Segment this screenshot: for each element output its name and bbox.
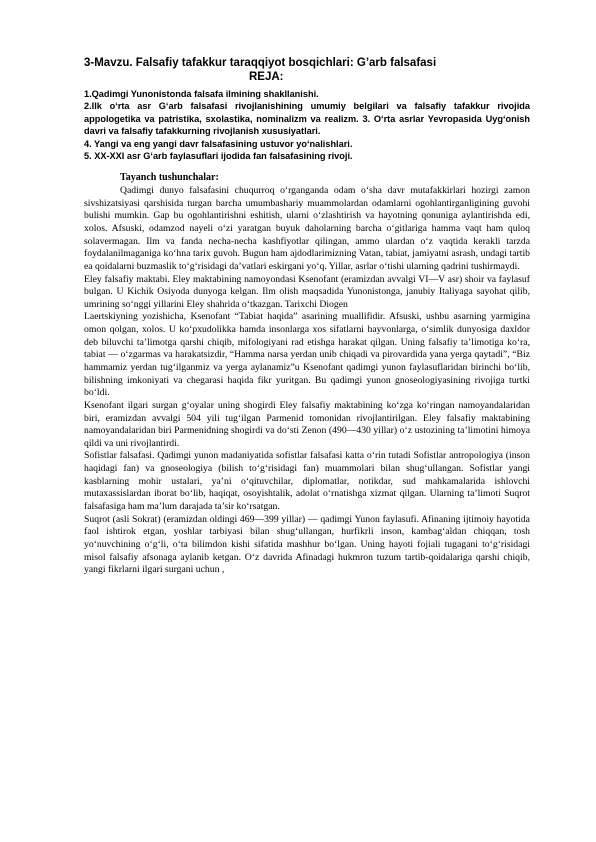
document-body <box>84 56 530 577</box>
plan-heading: REJA: <box>249 71 284 83</box>
plan-item-1: 1.Qadimgi Yunonistonda falsafa ilmining shakllanishi. <box>84 89 319 99</box>
paragraph-intro: Qadimgi dunyo falsafasini chuqurroq o‘rganganda odam o‘sha davr mutafakkirlari hozirgi zamon sivshizatsiyasi qarshisida turgan barcha umumbashariy muammolardan odamlarni ogohlantirganligining guvohi bulishi mumkin. Gap bu ogohlantirishni eshitish, ularni o‘zlashtirish va hayotning qonuniga aylantirishda edi, xolos. Afsuski, odamzod nayeli o‘zi yaratgan buyuk daholarning barcha o‘gitlariga hamma vaqt ham quloq solavermagan. Ilm va fanda necha-necha kashfiyotlar qilingan, ammo ulardan o‘z vaqtida kerakli tarzda foydalanilmaganiga ko‘hna tarix guvoh. Bugun ham ajdodlarimizning Vatan, tabiat, jamiyatni asrash, undagi tartib ea qoidalarni buzmaslik to‘g‘risidagi da’vatlari eskirgani yo‘q. Yillar, asrlar o‘tishi ularning qadrini tushirmaydi. <box>84 185 530 272</box>
plan-list <box>84 88 530 162</box>
paragraph-sophists: Sofistlar falsafasi. Qadimgi yunon madaniyatida sofistlar falsafasi katta o‘rin tutadi Sofistlar antropologiya (inson haqidagi fan) va gnoseologiya (bilish to‘g‘risidagi fan) muammolari bilan shug‘ullangan. Sofistlar yangi kasblarning mohir ustalari, ya’ni o‘qituvchilar, diplomatlar, notikdar, sud mahkamalarida ishlovchi mutaxassislardan iborat bo‘lib, haqiqat, osoyishtalik, adolat o‘rnatishga xizmat qilgan. Ularning ta’limoti Suqrot falsafasiga ham ma’lum darajada ta’sir ko‘rsatgan. <box>84 450 530 513</box>
paragraph-ksenofant: Laertskiyning yozishicha, Ksenofant “Tabiat haqida” asarining muallifidir. Afsuski, ushbu asarning yarmigina omon qolgan, xolos. U ko‘pxudolikka hamda insonlarga xos sifatlarni hayvonlarga, o‘simlik dunyosiga daxldor deb biluvchi ta’limotga qarshi chiqib, mifologiyani rad etishga harakat qilgan. Uning falsafiy ta’limotiga ko‘ra, tabiat — o‘zgarmas va harakatsizdir, “Hamma narsa yerdan unib chiqadi va pirovardida yana yerga qaytadi”, “Biz hammamiz yerdan tug‘ilganmiz va yerga aylanamiz”u Ksenofant qadimgi yunon faylasuflaridan birinchi bo‘lib, bilishning imkoniyati va chegarasi haqida fikr yuritgan. Bu qadimgi yunon gnoseologiyasining rivojiga turtki bo‘ldi. <box>84 311 530 399</box>
paragraph-eley-school: Eley falsafiy maktabi. Eley maktabining namoyondasi Ksenofant (eramizdan avvalgi VI—V asr) shoir va faylasuf bulgan. U Kichik Osiyoda dunyoga kelgan. Ilm olish maqsadida Yunonistonga, janubiy Italiyaga sayohat qilib, umrining so‘nggi yillarini Eley shahrida o‘tkazgan. Tarixchi Diogen <box>84 273 530 310</box>
keywords-heading: Tayanch tushunchalar: <box>120 172 219 184</box>
paragraph-parmenid: Ksenofant ilgari surgan g‘oyalar uning shogirdi Eley falsafiy maktabining ko‘zga ko‘ringan namoyandalaridan biri, eramizdan avvalgi 504 yili tug‘ilgan Parmenid tomonidan rivojlantirilgan. Eley falsafiy maktabining namoyandalaridan biri Parmenidning shogirdi va do‘sti Zenon (490—430 yillar) o‘z ustozining ta’limotini himoya qildi va uni rivojlantirdi. <box>84 399 530 449</box>
plan-item-2: 2.Ilk o‘rta asr G‘arb falsafasi rivojlanishining umumiy belgilari va falsafiy tafakkur rivojida appologetika va patristika, sxolastika, nominalizm va realizm. 3. O‘rta asrlar Yevropasida Uyg‘onish davri va falsafiy tafakkurning rivojlanish xususiyatlari. <box>84 101 530 137</box>
paragraph-socrates: Suqrot (asli Sokrat) (eramizdan oldingi 469—399 yillar) — qadimgi Yunon faylasufi. Afinaning ijtimoiy hayotida faol ishtirok etgan, yoshlar tarbiyasi bilan shug‘ullangan, hurfikrli inson, kambag‘aldan chiqqan, tosh yo‘nuvchining o‘g‘li, o‘ta bilimdon kishi sifatida mashhur bo‘lgan. Uning hayoti fojiali tugagani to‘g‘risidagi misol falsafiy afsonaga aylanib ketgan. O‘z davrida Afinadagi hukmron tuzum tartib-qoidalariga qarshi chiqib, yangi fikrlarni ilgari surgani uchun , <box>84 513 530 576</box>
page-title: 3-Mavzu. Falsafiy tafakkur taraqqiyot bosqichlari: G’arb falsafasi <box>84 57 437 69</box>
plan-item-4: 5. XX-XXI asr G‘arb faylasuflari ijodida fan falsafasining rivoji. <box>84 151 353 162</box>
plan-item-3: 4. Yangi va eng yangi davr falsafasining ustuvor yo‘nalishlari. <box>84 138 353 149</box>
